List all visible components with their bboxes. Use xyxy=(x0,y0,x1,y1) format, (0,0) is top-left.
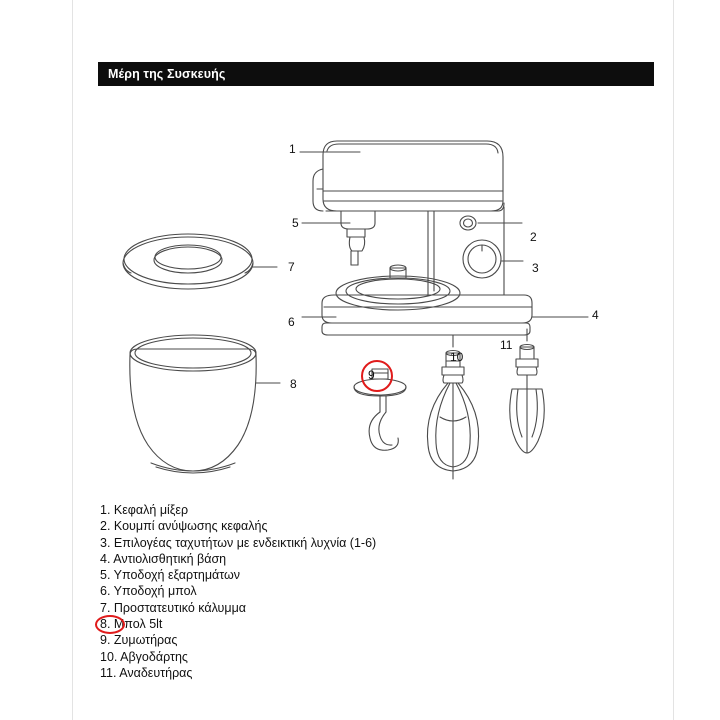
legend-item: 3. Επιλογέας ταχυτήτων με ενδεικτική λυχνία (1-6) xyxy=(100,535,377,550)
callout-3: 3 xyxy=(532,261,539,275)
legend-item: 10. Αβγοδάρτης xyxy=(100,649,188,664)
legend-item: 5. Υποδοχή εξαρτημάτων xyxy=(100,568,241,583)
legend-item: 8. Μπολ 5lt xyxy=(100,617,163,632)
callout-2: 2 xyxy=(530,230,537,244)
legend-item: 4. Αντιολισθητική βάση xyxy=(100,551,227,566)
legend-item: 1. Κεφαλή μίξερ xyxy=(100,503,189,517)
callout-1: 1 xyxy=(289,142,296,156)
appliance-parts-diagram xyxy=(98,95,674,495)
callout-8: 8 xyxy=(290,377,297,391)
section-header: Μέρη της Συσκευής xyxy=(98,62,654,86)
callout-10: 10 xyxy=(450,350,464,364)
callout-9: 9 xyxy=(368,368,375,382)
callout-5: 5 xyxy=(292,216,299,230)
legend-item: 2. Κουμπί ανύψωσης κεφαλής xyxy=(100,519,268,534)
page-edge-left xyxy=(72,0,73,720)
legend-item: 6. Υποδοχή μπολ xyxy=(100,584,197,599)
callout-6: 6 xyxy=(288,315,295,329)
legend-item: 7. Προστατευτικό κάλυμμα xyxy=(100,600,247,615)
legend-item: 9. Ζυμωτήρας xyxy=(100,633,178,648)
callout-4: 4 xyxy=(592,308,599,322)
parts-legend xyxy=(100,502,540,681)
callout-11: 11 xyxy=(500,338,513,352)
callout-7: 7 xyxy=(288,260,295,274)
legend-item: 11. Αναδευτήρας xyxy=(100,665,193,680)
